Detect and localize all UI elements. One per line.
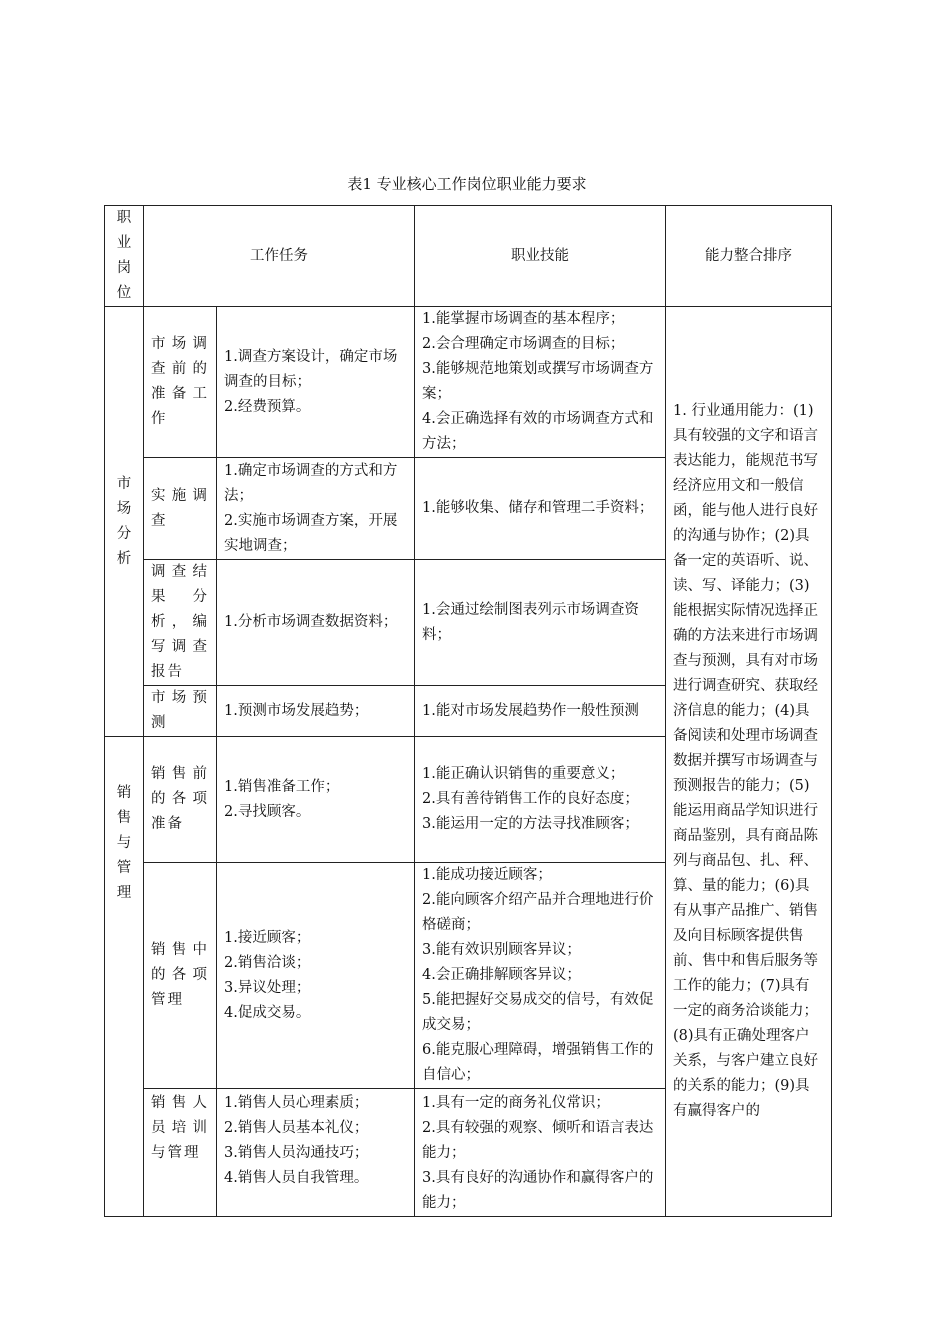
skill-cell: 1.会通过绘制图表列示市场调查资料； [415, 560, 666, 686]
skill-cell: 1.能对市场发展趋势作一般性预测 [415, 686, 666, 737]
post-market-analysis: 市 场 分 析 [105, 307, 144, 737]
post-sales-management: 销 售 与 管 理 [105, 737, 144, 1217]
header-ability: 能力整合排序 [666, 206, 832, 307]
subtask-cell: 市场调查前的准备工作 [144, 307, 217, 458]
header-task: 工作任务 [144, 206, 415, 307]
task-cell: 1.销售人员心理素质； 2.销售人员基本礼仪； 3.销售人员沟通技巧； 4.销售人员自我管理。 [217, 1089, 415, 1217]
subtask-cell: 销售中的各项管理 [144, 863, 217, 1089]
subtask-cell: 市场预测 [144, 686, 217, 737]
task-cell: 1.预测市场发展趋势； [217, 686, 415, 737]
header-row [105, 206, 832, 307]
subtask-cell: 销售人员培训与管理 [144, 1089, 217, 1217]
header-skill: 职业技能 [415, 206, 666, 307]
header-post: 职 业 岗 位 [105, 206, 144, 307]
subtask-cell: 调查结果分析，编写调查报告 [144, 560, 217, 686]
skill-cell: 1.具有一定的商务礼仪常识； 2.具有较强的观察、倾听和语言表达能力； 3.具有良好的沟通协作和赢得客户的能力； [415, 1089, 666, 1217]
skill-cell: 1.能成功接近顾客； 2.能向顾客介绍产品并合理地进行价格磋商； 3.能有效识别顾客异议； 4.会正确排解顾客异议； 5.能把握好交易成交的信号，有效促成交易； 6.能克服心理障碍，增强销售工作的自信心； [415, 863, 666, 1089]
skill-cell: 1.能掌握市场调查的基本程序； 2.会合理确定市场调查的目标； 3.能够规范地策划或撰写市场调查方案； 4.会正确选择有效的市场调查方式和方法； [415, 307, 666, 458]
task-cell: 1.分析市场调查数据资料； [217, 560, 415, 686]
table-caption: 表1 专业核心工作岗位职业能力要求 [347, 175, 587, 193]
task-cell: 1.调查方案设计，确定市场调查的目标； 2.经费预算。 [217, 307, 415, 458]
skill-cell: 1.能正确认识销售的重要意义； 2.具有善待销售工作的良好态度； 3.能运用一定的方法寻找准顾客； [415, 737, 666, 863]
subtask-cell: 实施调查 [144, 458, 217, 560]
task-cell: 1.确定市场调查的方式和方法； 2.实施市场调查方案，开展实地调查； [217, 458, 415, 560]
task-cell: 1.销售准备工作； 2.寻找顾客。 [217, 737, 415, 863]
table-row [105, 307, 832, 458]
skill-cell: 1.能够收集、储存和管理二手资料； [415, 458, 666, 560]
competency-table [104, 205, 832, 1217]
subtask-cell: 销售前的各项准备 [144, 737, 217, 863]
task-cell: 1.接近顾客； 2.销售洽谈； 3.异议处理； 4.促成交易。 [217, 863, 415, 1089]
ability-ranking-cell: 1. 行业通用能力：(1)具有较强的文字和语言表达能力，能规范书写经济应用文和一般信函，能与他人进行良好的沟通与协作；(2)具备一定的英语听、说、读、写、译能力；(3)能根据实际情况选择正确的方法来进行市场调查与预测，具有对市场进行调查研究、获取经济信息的能力；(4)具备阅读和处理市场调查数据并撰写市场调查与预测报告的能力；(5)能运用商品学知识进行商品鉴别，具有商品陈列与商品包、扎、秤、算、量的能力；(6)具有从事产品推广、销售及向目标顾客提供售前、售中和售后服务等工作的能力；(7)具有一定的商务洽谈能力；(8)具有正确处理客户关系，与客户建立良好的关系的能力；(9)具有赢得客户的 [666, 307, 832, 1217]
